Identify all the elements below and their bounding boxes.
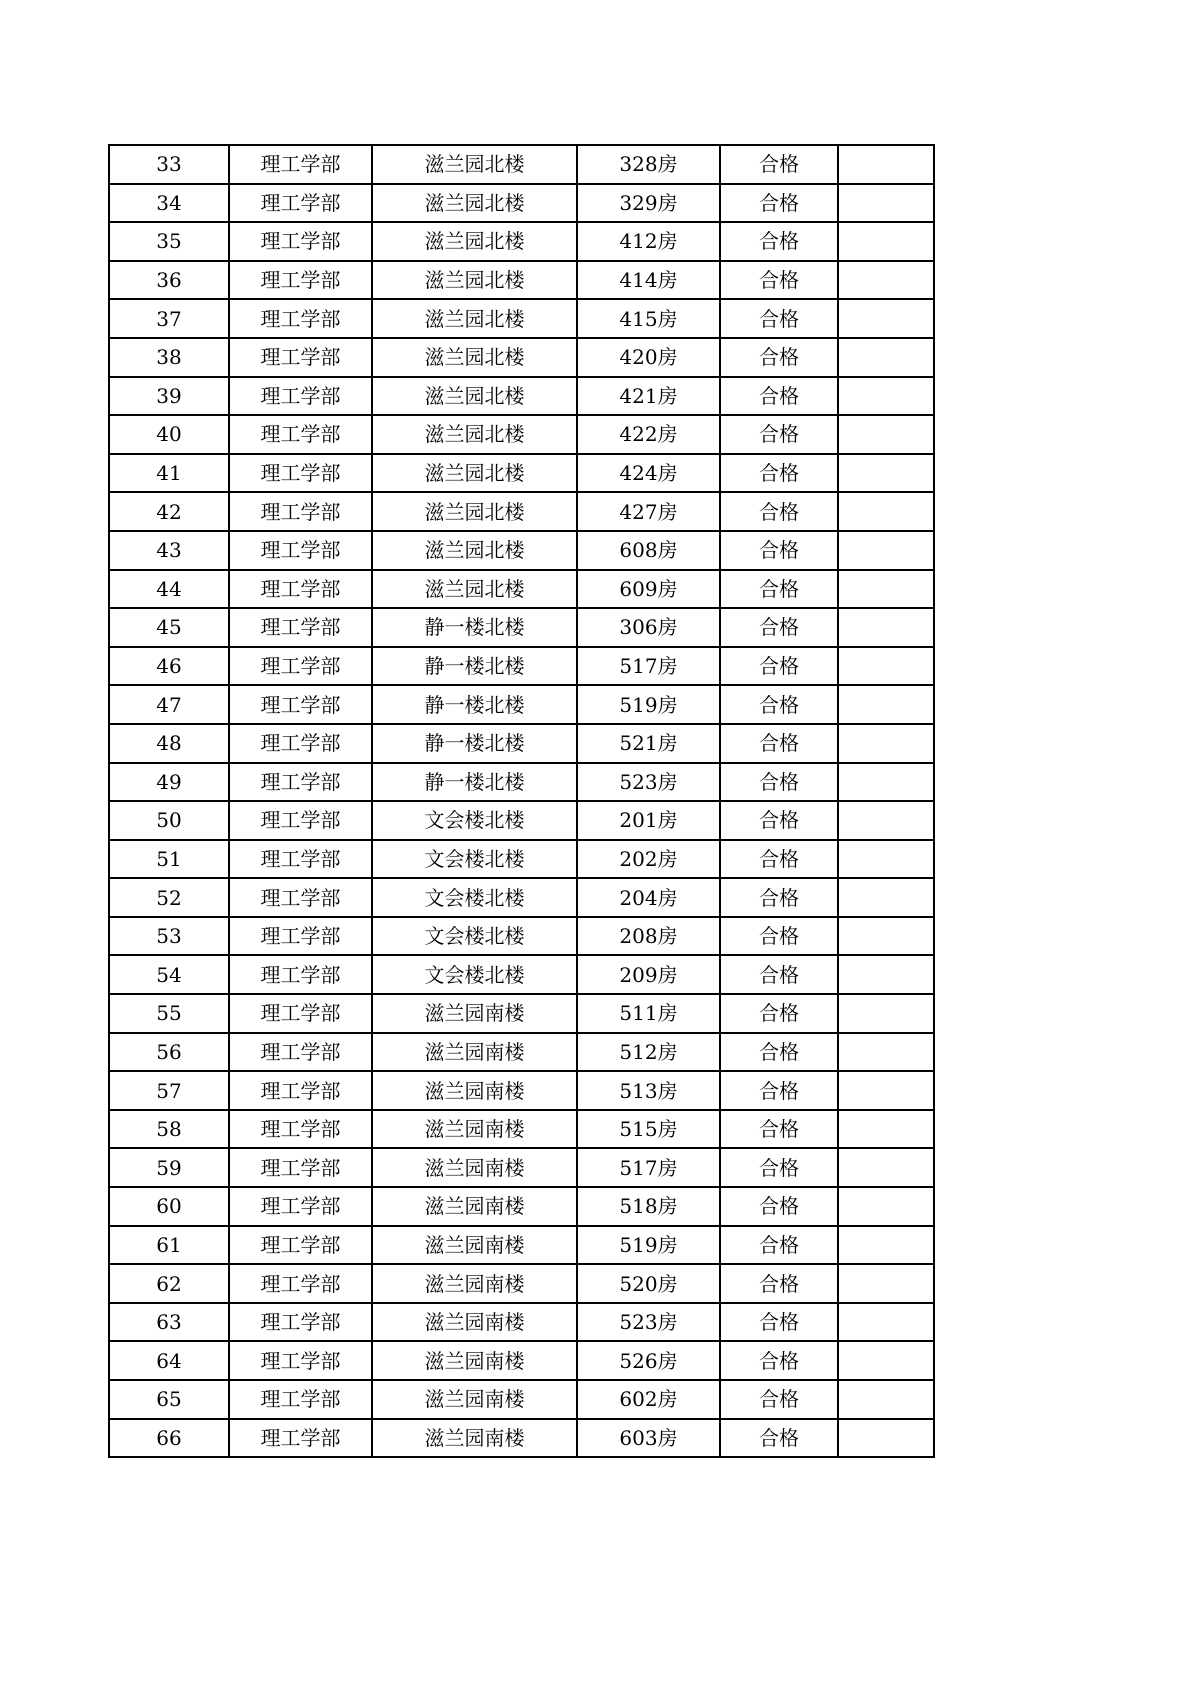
- row-number-cell: 52: [109, 878, 229, 917]
- note-cell: [838, 955, 934, 994]
- room-cell: 602房: [577, 1380, 720, 1419]
- note-cell: [838, 570, 934, 609]
- result-cell: 合格: [720, 415, 838, 454]
- building-cell: 滋兰园南楼: [372, 1187, 577, 1226]
- department-cell: 理工学部: [229, 1341, 372, 1380]
- room-cell: 513房: [577, 1071, 720, 1110]
- note-cell: [838, 917, 934, 956]
- row-number-cell: 53: [109, 917, 229, 956]
- department-cell: 理工学部: [229, 338, 372, 377]
- note-cell: [838, 377, 934, 416]
- building-cell: 滋兰园北楼: [372, 145, 577, 184]
- building-cell: 滋兰园南楼: [372, 1033, 577, 1072]
- note-cell: [838, 261, 934, 300]
- row-number-cell: 57: [109, 1071, 229, 1110]
- row-number-cell: 55: [109, 994, 229, 1033]
- table-row: [109, 299, 934, 338]
- room-cell: 421房: [577, 377, 720, 416]
- room-cell: 329房: [577, 184, 720, 223]
- row-number-cell: 36: [109, 261, 229, 300]
- department-cell: 理工学部: [229, 1380, 372, 1419]
- result-cell: 合格: [720, 1303, 838, 1342]
- row-number-cell: 63: [109, 1303, 229, 1342]
- row-number-cell: 46: [109, 647, 229, 686]
- department-cell: 理工学部: [229, 377, 372, 416]
- department-cell: 理工学部: [229, 145, 372, 184]
- building-cell: 滋兰园北楼: [372, 338, 577, 377]
- room-cell: 422房: [577, 415, 720, 454]
- result-cell: 合格: [720, 955, 838, 994]
- result-cell: 合格: [720, 531, 838, 570]
- note-cell: [838, 145, 934, 184]
- department-cell: 理工学部: [229, 1110, 372, 1149]
- room-cell: 521房: [577, 724, 720, 763]
- table-row: [109, 1110, 934, 1149]
- table-row: [109, 1187, 934, 1226]
- note-cell: [838, 222, 934, 261]
- row-number-cell: 35: [109, 222, 229, 261]
- room-cell: 424房: [577, 454, 720, 493]
- table-row: [109, 377, 934, 416]
- note-cell: [838, 763, 934, 802]
- building-cell: 滋兰园南楼: [372, 1303, 577, 1342]
- note-cell: [838, 801, 934, 840]
- result-cell: 合格: [720, 1033, 838, 1072]
- building-cell: 滋兰园南楼: [372, 994, 577, 1033]
- result-cell: 合格: [720, 299, 838, 338]
- building-cell: 静一楼北楼: [372, 724, 577, 763]
- note-cell: [838, 1303, 934, 1342]
- result-cell: 合格: [720, 1419, 838, 1458]
- table-row: [109, 454, 934, 493]
- table-row: [109, 1033, 934, 1072]
- table-row: [109, 801, 934, 840]
- table-row: [109, 1148, 934, 1187]
- building-cell: 静一楼北楼: [372, 608, 577, 647]
- row-number-cell: 34: [109, 184, 229, 223]
- table-row: [109, 1341, 934, 1380]
- room-cell: 420房: [577, 338, 720, 377]
- result-cell: 合格: [720, 878, 838, 917]
- table-row: [109, 145, 934, 184]
- building-cell: 滋兰园北楼: [372, 377, 577, 416]
- building-cell: 滋兰园南楼: [372, 1341, 577, 1380]
- department-cell: 理工学部: [229, 1148, 372, 1187]
- room-cell: 208房: [577, 917, 720, 956]
- building-cell: 滋兰园南楼: [372, 1110, 577, 1149]
- building-cell: 滋兰园南楼: [372, 1380, 577, 1419]
- department-cell: 理工学部: [229, 1419, 372, 1458]
- note-cell: [838, 878, 934, 917]
- table-row: [109, 917, 934, 956]
- note-cell: [838, 608, 934, 647]
- result-cell: 合格: [720, 1071, 838, 1110]
- table-row: [109, 222, 934, 261]
- room-cell: 520房: [577, 1264, 720, 1303]
- table-row: [109, 1226, 934, 1265]
- room-cell: 518房: [577, 1187, 720, 1226]
- building-cell: 滋兰园北楼: [372, 222, 577, 261]
- note-cell: [838, 1148, 934, 1187]
- room-cell: 427房: [577, 492, 720, 531]
- department-cell: 理工学部: [229, 1033, 372, 1072]
- department-cell: 理工学部: [229, 415, 372, 454]
- table-row: [109, 763, 934, 802]
- building-cell: 文会楼北楼: [372, 840, 577, 879]
- department-cell: 理工学部: [229, 840, 372, 879]
- room-cell: 603房: [577, 1419, 720, 1458]
- result-cell: 合格: [720, 454, 838, 493]
- department-cell: 理工学部: [229, 685, 372, 724]
- table-row: [109, 878, 934, 917]
- note-cell: [838, 1341, 934, 1380]
- row-number-cell: 40: [109, 415, 229, 454]
- table-row: [109, 1071, 934, 1110]
- room-cell: 523房: [577, 1303, 720, 1342]
- building-cell: 滋兰园南楼: [372, 1148, 577, 1187]
- building-cell: 滋兰园北楼: [372, 299, 577, 338]
- note-cell: [838, 1187, 934, 1226]
- department-cell: 理工学部: [229, 492, 372, 531]
- row-number-cell: 65: [109, 1380, 229, 1419]
- table-row: [109, 338, 934, 377]
- note-cell: [838, 994, 934, 1033]
- row-number-cell: 44: [109, 570, 229, 609]
- room-cell: 512房: [577, 1033, 720, 1072]
- table-body: [109, 145, 934, 1457]
- row-number-cell: 56: [109, 1033, 229, 1072]
- building-cell: 文会楼北楼: [372, 955, 577, 994]
- room-cell: 517房: [577, 1148, 720, 1187]
- result-cell: 合格: [720, 145, 838, 184]
- building-cell: 滋兰园北楼: [372, 184, 577, 223]
- room-cell: 523房: [577, 763, 720, 802]
- table-row: [109, 184, 934, 223]
- row-number-cell: 45: [109, 608, 229, 647]
- result-cell: 合格: [720, 724, 838, 763]
- department-cell: 理工学部: [229, 647, 372, 686]
- note-cell: [838, 1264, 934, 1303]
- building-cell: 静一楼北楼: [372, 647, 577, 686]
- result-cell: 合格: [720, 1264, 838, 1303]
- building-cell: 滋兰园北楼: [372, 454, 577, 493]
- room-cell: 201房: [577, 801, 720, 840]
- result-cell: 合格: [720, 1226, 838, 1265]
- row-number-cell: 62: [109, 1264, 229, 1303]
- row-number-cell: 61: [109, 1226, 229, 1265]
- row-number-cell: 39: [109, 377, 229, 416]
- result-cell: 合格: [720, 763, 838, 802]
- building-cell: 滋兰园北楼: [372, 570, 577, 609]
- table-row: [109, 1264, 934, 1303]
- result-cell: 合格: [720, 1187, 838, 1226]
- table-row: [109, 531, 934, 570]
- table-row: [109, 1380, 934, 1419]
- table-row: [109, 840, 934, 879]
- building-cell: 滋兰园北楼: [372, 531, 577, 570]
- department-cell: 理工学部: [229, 917, 372, 956]
- department-cell: 理工学部: [229, 454, 372, 493]
- note-cell: [838, 338, 934, 377]
- row-number-cell: 41: [109, 454, 229, 493]
- table-row: [109, 570, 934, 609]
- department-cell: 理工学部: [229, 955, 372, 994]
- department-cell: 理工学部: [229, 261, 372, 300]
- result-cell: 合格: [720, 261, 838, 300]
- row-number-cell: 37: [109, 299, 229, 338]
- row-number-cell: 49: [109, 763, 229, 802]
- table-row: [109, 492, 934, 531]
- result-cell: 合格: [720, 1110, 838, 1149]
- result-cell: 合格: [720, 1341, 838, 1380]
- room-cell: 328房: [577, 145, 720, 184]
- table-row: [109, 685, 934, 724]
- result-cell: 合格: [720, 570, 838, 609]
- note-cell: [838, 1071, 934, 1110]
- table-row: [109, 647, 934, 686]
- note-cell: [838, 299, 934, 338]
- room-cell: 306房: [577, 608, 720, 647]
- room-cell: 412房: [577, 222, 720, 261]
- note-cell: [838, 531, 934, 570]
- department-cell: 理工学部: [229, 222, 372, 261]
- result-cell: 合格: [720, 377, 838, 416]
- room-cell: 202房: [577, 840, 720, 879]
- room-cell: 204房: [577, 878, 720, 917]
- row-number-cell: 54: [109, 955, 229, 994]
- building-cell: 滋兰园南楼: [372, 1226, 577, 1265]
- note-cell: [838, 1380, 934, 1419]
- result-cell: 合格: [720, 840, 838, 879]
- department-cell: 理工学部: [229, 724, 372, 763]
- building-cell: 静一楼北楼: [372, 685, 577, 724]
- table-row: [109, 261, 934, 300]
- result-cell: 合格: [720, 608, 838, 647]
- row-number-cell: 50: [109, 801, 229, 840]
- note-cell: [838, 724, 934, 763]
- room-cell: 609房: [577, 570, 720, 609]
- result-cell: 合格: [720, 801, 838, 840]
- room-cell: 515房: [577, 1110, 720, 1149]
- department-cell: 理工学部: [229, 1187, 372, 1226]
- table-row: [109, 1303, 934, 1342]
- room-cell: 519房: [577, 685, 720, 724]
- room-cell: 209房: [577, 955, 720, 994]
- room-cell: 517房: [577, 647, 720, 686]
- note-cell: [838, 454, 934, 493]
- department-cell: 理工学部: [229, 531, 372, 570]
- row-number-cell: 58: [109, 1110, 229, 1149]
- result-cell: 合格: [720, 338, 838, 377]
- row-number-cell: 48: [109, 724, 229, 763]
- building-cell: 滋兰园南楼: [372, 1264, 577, 1303]
- result-cell: 合格: [720, 685, 838, 724]
- department-cell: 理工学部: [229, 763, 372, 802]
- result-cell: 合格: [720, 1380, 838, 1419]
- note-cell: [838, 1419, 934, 1458]
- note-cell: [838, 1033, 934, 1072]
- row-number-cell: 33: [109, 145, 229, 184]
- table-row: [109, 415, 934, 454]
- note-cell: [838, 1110, 934, 1149]
- result-cell: 合格: [720, 994, 838, 1033]
- table-row: [109, 955, 934, 994]
- result-cell: 合格: [720, 492, 838, 531]
- row-number-cell: 60: [109, 1187, 229, 1226]
- building-cell: 文会楼北楼: [372, 917, 577, 956]
- table-row: [109, 1419, 934, 1458]
- building-cell: 滋兰园南楼: [372, 1071, 577, 1110]
- table-row: [109, 608, 934, 647]
- building-cell: 滋兰园北楼: [372, 492, 577, 531]
- room-cell: 526房: [577, 1341, 720, 1380]
- department-cell: 理工学部: [229, 801, 372, 840]
- department-cell: 理工学部: [229, 299, 372, 338]
- row-number-cell: 59: [109, 1148, 229, 1187]
- department-cell: 理工学部: [229, 570, 372, 609]
- note-cell: [838, 685, 934, 724]
- room-cell: 519房: [577, 1226, 720, 1265]
- row-number-cell: 66: [109, 1419, 229, 1458]
- department-cell: 理工学部: [229, 1226, 372, 1265]
- table-row: [109, 994, 934, 1033]
- building-cell: 滋兰园北楼: [372, 261, 577, 300]
- note-cell: [838, 184, 934, 223]
- note-cell: [838, 647, 934, 686]
- building-cell: 滋兰园北楼: [372, 415, 577, 454]
- note-cell: [838, 415, 934, 454]
- result-cell: 合格: [720, 222, 838, 261]
- result-cell: 合格: [720, 917, 838, 956]
- row-number-cell: 38: [109, 338, 229, 377]
- row-number-cell: 47: [109, 685, 229, 724]
- row-number-cell: 51: [109, 840, 229, 879]
- table-row: [109, 724, 934, 763]
- note-cell: [838, 840, 934, 879]
- building-cell: 静一楼北楼: [372, 763, 577, 802]
- result-cell: 合格: [720, 184, 838, 223]
- note-cell: [838, 492, 934, 531]
- department-cell: 理工学部: [229, 608, 372, 647]
- result-cell: 合格: [720, 647, 838, 686]
- note-cell: [838, 1226, 934, 1265]
- row-number-cell: 42: [109, 492, 229, 531]
- inspection-table: [108, 144, 935, 1458]
- department-cell: 理工学部: [229, 1071, 372, 1110]
- building-cell: 滋兰园南楼: [372, 1419, 577, 1458]
- room-cell: 608房: [577, 531, 720, 570]
- result-cell: 合格: [720, 1148, 838, 1187]
- room-cell: 511房: [577, 994, 720, 1033]
- room-cell: 414房: [577, 261, 720, 300]
- department-cell: 理工学部: [229, 1264, 372, 1303]
- building-cell: 文会楼北楼: [372, 801, 577, 840]
- department-cell: 理工学部: [229, 1303, 372, 1342]
- row-number-cell: 64: [109, 1341, 229, 1380]
- department-cell: 理工学部: [229, 184, 372, 223]
- building-cell: 文会楼北楼: [372, 878, 577, 917]
- department-cell: 理工学部: [229, 994, 372, 1033]
- room-cell: 415房: [577, 299, 720, 338]
- department-cell: 理工学部: [229, 878, 372, 917]
- row-number-cell: 43: [109, 531, 229, 570]
